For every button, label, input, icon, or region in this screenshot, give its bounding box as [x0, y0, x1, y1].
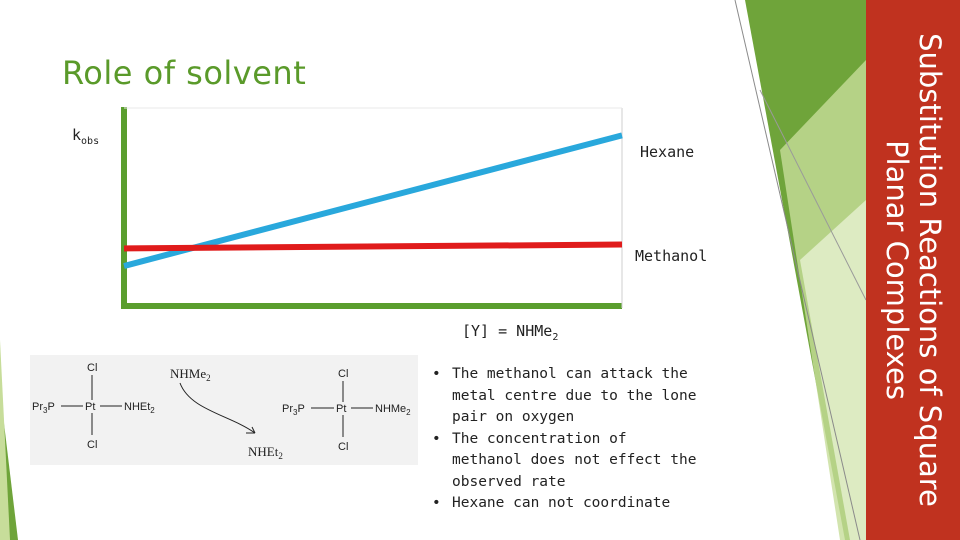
series-label-hexane: Hexane: [640, 143, 695, 161]
product-bottom-ligand: Cl: [338, 441, 349, 453]
reagent-label: [462, 322, 558, 343]
bullet-item: • The concentration of methanol does not effect the observed rate: [428, 429, 698, 494]
reactant-right-ligand: NHEt$_2$: [124, 401, 155, 415]
bullet-item: • The methanol can attack the metal centre due to the lone pair on oxygen: [428, 364, 698, 429]
plot-area: [124, 110, 622, 305]
y-axis-label-sub: obs: [81, 136, 100, 147]
reactant-metal: Pt: [85, 401, 96, 413]
side-banner-text: Substitution Reactions of Square Planar Complexes: [880, 33, 947, 507]
reagent-label-text: [Y] = NHMe: [462, 322, 553, 340]
reactant-top-ligand: Cl: [87, 362, 98, 374]
reactant-left-ligand: $Pr_3P$: [32, 401, 55, 415]
series-label-methanol: Methanol: [635, 247, 708, 265]
product-left-ligand: $Pr_3P$: [282, 403, 305, 417]
bullet-list: [428, 364, 698, 515]
reaction-scheme: [30, 355, 418, 465]
product-metal: Pt: [336, 403, 347, 415]
product-top-ligand: Cl: [338, 368, 349, 380]
series-line-methanol: [124, 245, 622, 249]
reagent-label-sub: 2: [552, 332, 559, 343]
product-right-ligand: NHMe$_2$: [375, 403, 411, 417]
incoming-ligand: NHMe$_2$: [170, 366, 211, 383]
y-axis-label: [72, 126, 99, 147]
reactant-bottom-ligand: Cl: [87, 439, 98, 451]
leaving-ligand: NHEt$_2$: [248, 444, 283, 461]
slide-title: Role of solvent: [62, 54, 307, 92]
y-axis-label-main: k: [72, 126, 82, 144]
bullet-item: • Hexane can not coordinate: [428, 493, 698, 515]
